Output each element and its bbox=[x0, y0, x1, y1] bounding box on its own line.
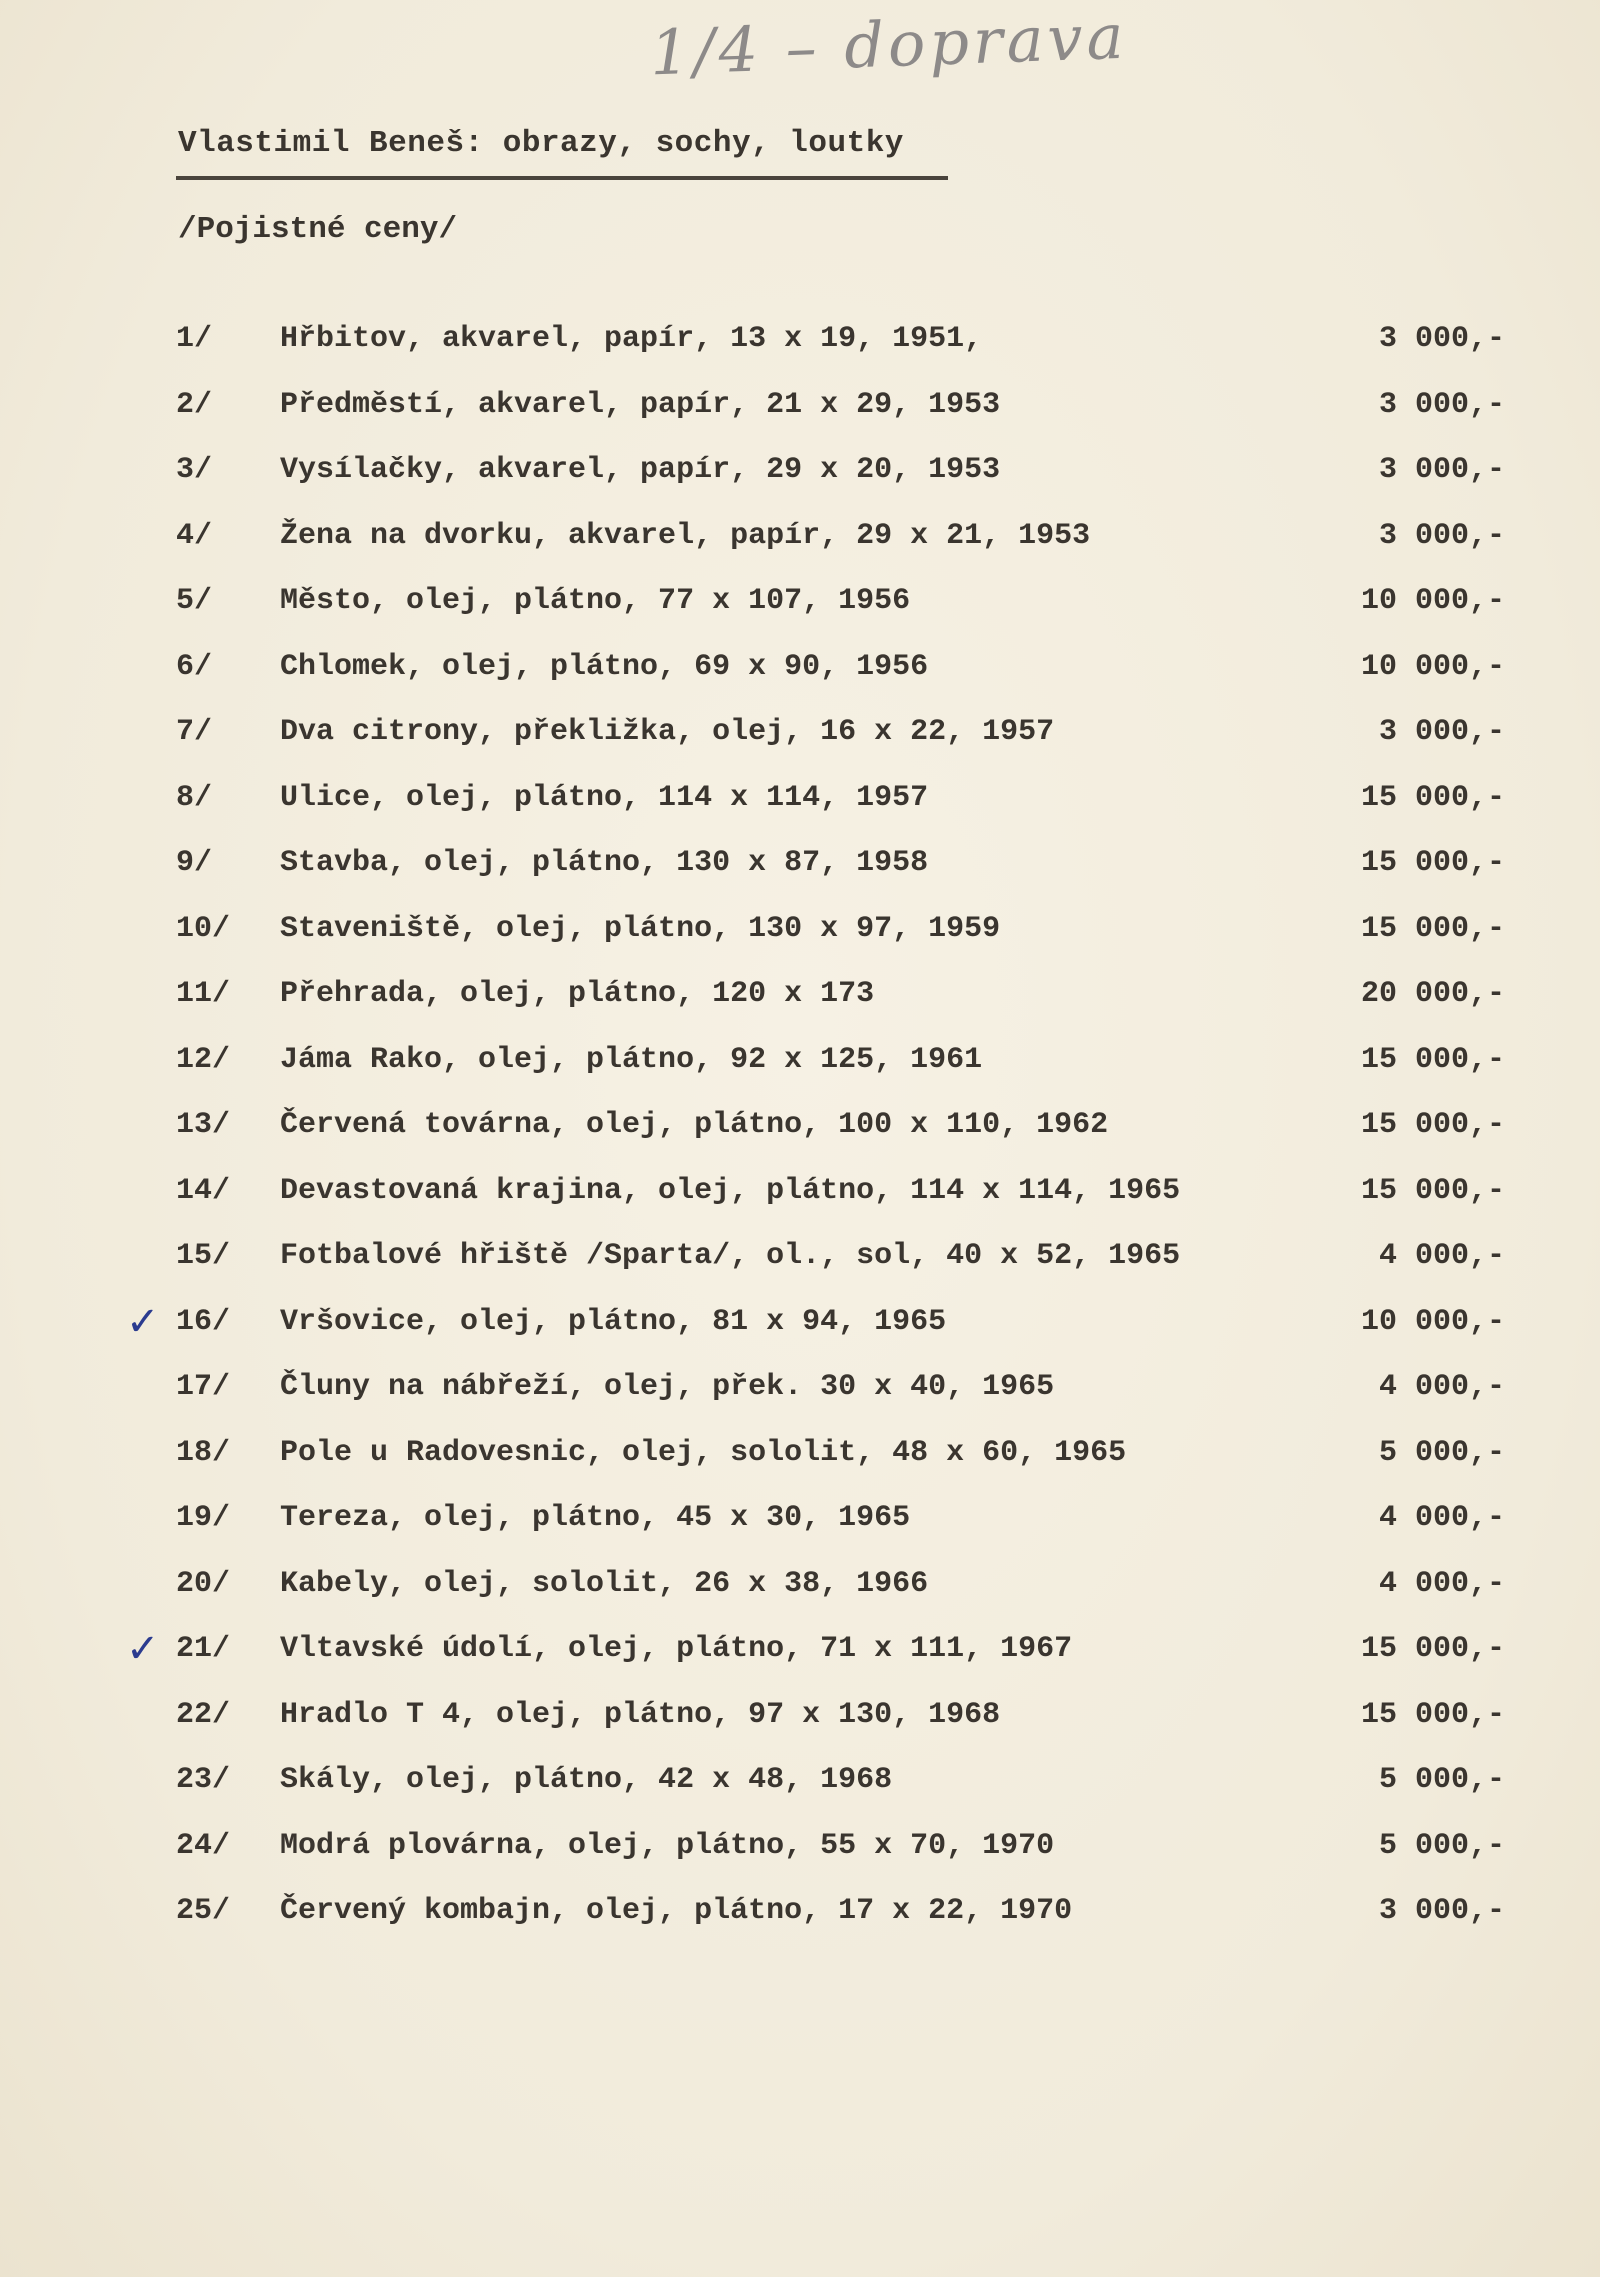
item-price: 15 000,- bbox=[1360, 1632, 1505, 1666]
artwork-row bbox=[0, 1239, 1600, 1305]
item-description: Červený kombajn, olej, plátno, 17 x 22, 1970 bbox=[280, 1894, 1073, 1928]
item-number: 23/ bbox=[176, 1763, 231, 1797]
item-price: 4 000,- bbox=[1378, 1370, 1505, 1404]
item-number: 25/ bbox=[176, 1894, 231, 1928]
item-price: 3 000,- bbox=[1378, 387, 1505, 422]
item-price: 10 000,- bbox=[1360, 649, 1505, 684]
item-number: 10/ bbox=[176, 911, 231, 946]
item-description: Dva citrony, překližka, olej, 16 x 22, 1957 bbox=[280, 715, 1055, 749]
artwork-row bbox=[0, 1894, 1600, 1960]
artwork-row bbox=[0, 1698, 1600, 1764]
item-description: Vršovice, olej, plátno, 81 x 94, 1965 bbox=[280, 1304, 947, 1339]
item-description: Město, olej, plátno, 77 x 107, 1956 bbox=[280, 584, 911, 618]
artwork-row bbox=[0, 453, 1600, 519]
item-description: Pole u Radovesnic, olej, sololit, 48 x 60, 1965 bbox=[280, 1435, 1127, 1470]
artwork-row bbox=[0, 846, 1600, 912]
artwork-row bbox=[0, 584, 1600, 650]
item-number: 6/ bbox=[176, 649, 213, 684]
artwork-row bbox=[0, 715, 1600, 781]
artwork-row bbox=[0, 1763, 1600, 1829]
item-number: 7/ bbox=[176, 715, 213, 749]
item-number: 16/ bbox=[176, 1304, 231, 1339]
document-subtitle: /Pojistné ceny/ bbox=[178, 212, 458, 247]
artwork-row bbox=[0, 912, 1600, 978]
item-number: 20/ bbox=[176, 1566, 231, 1601]
item-description: Skály, olej, plátno, 42 x 48, 1968 bbox=[280, 1763, 893, 1797]
item-description: Předměstí, akvarel, papír, 21 x 29, 1953 bbox=[280, 387, 1001, 422]
item-number: 15/ bbox=[176, 1239, 231, 1273]
artwork-row bbox=[0, 1298, 1600, 1371]
artwork-row bbox=[0, 977, 1600, 1043]
item-number: 1/ bbox=[176, 322, 213, 356]
item-number: 9/ bbox=[176, 846, 213, 880]
item-price: 4 000,- bbox=[1378, 1239, 1505, 1273]
item-description: Vltavské údolí, olej, plátno, 71 x 111, 1967 bbox=[280, 1632, 1073, 1666]
artwork-row bbox=[0, 388, 1600, 454]
item-number: 11/ bbox=[176, 977, 231, 1011]
item-number: 8/ bbox=[176, 780, 213, 815]
artwork-row bbox=[0, 1108, 1600, 1174]
item-price: 4 000,- bbox=[1378, 1566, 1505, 1601]
item-description: Červená továrna, olej, plátno, 100 x 110, 1962 bbox=[280, 1108, 1109, 1142]
item-description: Kabely, olej, sololit, 26 x 38, 1966 bbox=[280, 1566, 929, 1601]
item-number: 18/ bbox=[176, 1435, 231, 1470]
artwork-row bbox=[0, 1829, 1600, 1895]
item-price: 3 000,- bbox=[1378, 715, 1505, 749]
artwork-row bbox=[0, 322, 1600, 388]
artwork-list bbox=[0, 322, 1600, 1960]
check-mark-icon: ✓ bbox=[126, 1298, 160, 1345]
item-number: 22/ bbox=[176, 1697, 231, 1732]
artwork-row bbox=[0, 519, 1600, 585]
item-description: Hradlo T 4, olej, plátno, 97 x 130, 1968 bbox=[280, 1697, 1001, 1732]
item-price: 5 000,- bbox=[1378, 1763, 1505, 1797]
item-price: 15 000,- bbox=[1360, 1042, 1505, 1077]
artwork-row bbox=[0, 1501, 1600, 1567]
item-description: Čluny na nábřeží, olej, přek. 30 x 40, 1965 bbox=[280, 1370, 1055, 1404]
item-description: Hřbitov, akvarel, papír, 13 x 19, 1951, bbox=[280, 322, 983, 356]
item-number: 2/ bbox=[176, 387, 213, 422]
item-price: 3 000,- bbox=[1378, 322, 1505, 356]
item-description: Ulice, olej, plátno, 114 x 114, 1957 bbox=[280, 780, 929, 815]
artwork-row bbox=[0, 1043, 1600, 1109]
item-price: 3 000,- bbox=[1378, 453, 1505, 487]
item-price: 15 000,- bbox=[1360, 911, 1505, 946]
item-price: 10 000,- bbox=[1360, 584, 1505, 618]
item-number: 17/ bbox=[176, 1370, 231, 1404]
title-underline bbox=[176, 176, 948, 180]
item-number: 4/ bbox=[176, 518, 213, 553]
item-description: Tereza, olej, plátno, 45 x 30, 1965 bbox=[280, 1501, 911, 1535]
item-number: 19/ bbox=[176, 1501, 231, 1535]
item-description: Žena na dvorku, akvarel, papír, 29 x 21, 1953 bbox=[280, 518, 1091, 553]
artwork-row bbox=[0, 1174, 1600, 1240]
artwork-row bbox=[0, 1436, 1600, 1502]
check-mark-icon: ✓ bbox=[126, 1626, 160, 1672]
item-number: 3/ bbox=[176, 453, 213, 487]
item-number: 13/ bbox=[176, 1108, 231, 1142]
item-number: 21/ bbox=[176, 1632, 231, 1666]
item-price: 10 000,- bbox=[1360, 1304, 1505, 1339]
item-number: 12/ bbox=[176, 1042, 231, 1077]
item-price: 15 000,- bbox=[1360, 1173, 1505, 1208]
item-description: Jáma Rako, olej, plátno, 92 x 125, 1961 bbox=[280, 1042, 983, 1077]
item-description: Modrá plovárna, olej, plátno, 55 x 70, 1970 bbox=[280, 1828, 1055, 1863]
handwritten-note: 1/4 – doprava bbox=[648, 0, 1129, 90]
item-price: 15 000,- bbox=[1360, 846, 1505, 880]
item-description: Staveniště, olej, plátno, 130 x 97, 1959 bbox=[280, 911, 1001, 946]
document-title: Vlastimil Beneš: obrazy, sochy, loutky bbox=[178, 126, 904, 161]
item-description: Stavba, olej, plátno, 130 x 87, 1958 bbox=[280, 846, 929, 880]
item-description: Chlomek, olej, plátno, 69 x 90, 1956 bbox=[280, 649, 929, 684]
artwork-row bbox=[0, 1370, 1600, 1436]
item-price: 15 000,- bbox=[1360, 1108, 1505, 1142]
artwork-row bbox=[0, 1567, 1600, 1633]
item-number: 24/ bbox=[176, 1828, 231, 1863]
artwork-row bbox=[0, 1626, 1600, 1698]
item-number: 5/ bbox=[176, 584, 213, 618]
artwork-row bbox=[0, 650, 1600, 716]
item-price: 3 000,- bbox=[1378, 1894, 1505, 1928]
item-description: Vysílačky, akvarel, papír, 29 x 20, 1953 bbox=[280, 453, 1001, 487]
item-description: Přehrada, olej, plátno, 120 x 173 bbox=[280, 977, 875, 1011]
item-number: 14/ bbox=[176, 1173, 231, 1208]
item-price: 3 000,- bbox=[1378, 518, 1505, 553]
item-price: 20 000,- bbox=[1360, 977, 1505, 1011]
item-description: Devastovaná krajina, olej, plátno, 114 x 114, 1965 bbox=[280, 1173, 1181, 1208]
artwork-row bbox=[0, 781, 1600, 847]
item-price: 4 000,- bbox=[1378, 1501, 1505, 1535]
item-price: 5 000,- bbox=[1378, 1828, 1505, 1863]
item-price: 5 000,- bbox=[1378, 1435, 1505, 1470]
item-description: Fotbalové hřiště /Sparta/, ol., sol, 40 x 52, 1965 bbox=[280, 1239, 1181, 1273]
item-price: 15 000,- bbox=[1360, 1697, 1505, 1732]
item-price: 15 000,- bbox=[1360, 780, 1505, 815]
